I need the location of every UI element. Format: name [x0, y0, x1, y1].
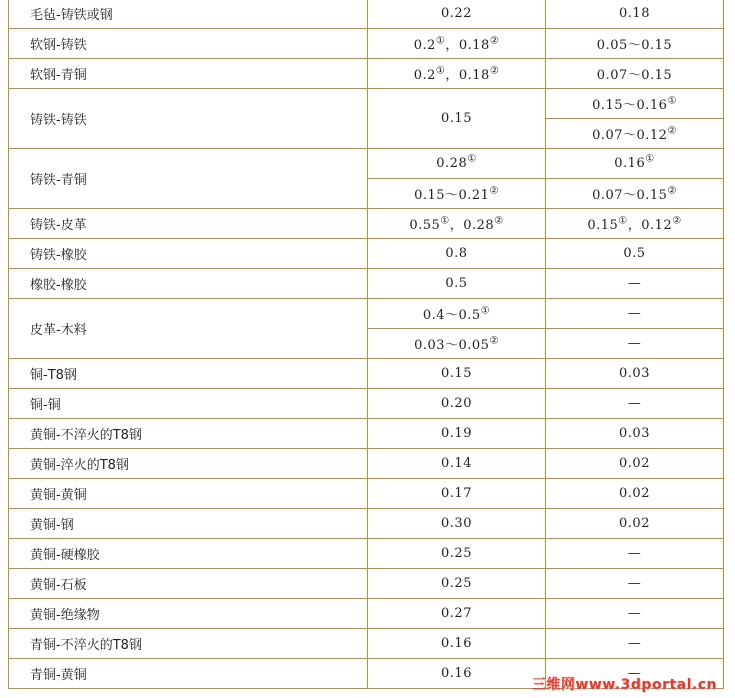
lubricated-friction-cell [546, 299, 724, 329]
footnote-marker: ② [489, 35, 500, 47]
value-text: 0.07～0.15 [596, 68, 673, 83]
dry-friction-cell [368, 29, 546, 59]
table-row [9, 509, 724, 539]
value-text: 0.15 [441, 366, 472, 381]
value-text: 0.25 [441, 576, 472, 591]
lubricated-friction-cell [546, 569, 724, 599]
lubricated-friction-cell [546, 479, 724, 509]
lubricated-friction-cell [546, 449, 724, 479]
dry-friction-cell [368, 269, 546, 299]
value-text: — [627, 276, 642, 291]
material-pair-cell: 黄铜-绝缘物 [9, 599, 368, 629]
value-text: 0.18 [619, 6, 650, 21]
table-row [9, 479, 724, 509]
lubricated-friction-cell [546, 509, 724, 539]
footnote-marker: ② [672, 215, 682, 227]
value-text: 0.07～0.15 [592, 188, 668, 203]
material-pair-cell: 皮革-木料 [9, 299, 368, 359]
value-text: ，0.18 [445, 68, 490, 83]
value-text: 0.17 [441, 486, 472, 501]
value-text: 0.15 [587, 218, 619, 233]
value-text: 0.03 [619, 426, 650, 441]
table-body [9, 0, 724, 689]
table-row [9, 449, 724, 479]
friction-coefficient-table [8, 0, 724, 689]
value-text: 0.5 [445, 276, 468, 291]
lubricated-friction-cell [546, 539, 724, 569]
value-text: — [627, 636, 642, 651]
dry-friction-cell [368, 569, 546, 599]
lubricated-friction-cell [546, 599, 724, 629]
table-row [9, 149, 724, 179]
value-text: — [627, 576, 642, 591]
value-text: 0.55 [409, 218, 441, 233]
value-text: 0.15～0.16 [592, 98, 668, 113]
value-text: — [627, 546, 642, 561]
dry-friction-cell [368, 0, 546, 29]
value-text: 0.20 [441, 396, 472, 411]
material-pair-cell: 铜-铜 [9, 389, 368, 419]
dry-friction-cell [368, 659, 546, 689]
lubricated-friction-cell [546, 119, 724, 149]
footnote-marker: ① [480, 305, 491, 317]
value-text: — [627, 396, 642, 411]
footnote-marker: ② [489, 185, 499, 197]
material-pair-cell: 软钢-铸铁 [9, 29, 368, 59]
site-watermark: 三维网www.3dportal.cn [531, 677, 717, 693]
table-row [9, 539, 724, 569]
material-pair-cell: 青铜-不淬火的T8钢 [9, 629, 368, 659]
value-text: 0.02 [619, 486, 650, 501]
footnote-marker: ② [667, 125, 677, 137]
material-pair-cell: 铸铁-青铜 [9, 149, 368, 209]
material-pair-cell: 毛毡-铸铁或钢 [9, 0, 368, 29]
dry-friction-cell [368, 599, 546, 629]
lubricated-friction-cell [546, 209, 724, 239]
lubricated-friction-cell [546, 359, 724, 389]
dry-friction-cell [368, 239, 546, 269]
value-text: ，0.12 [627, 218, 673, 233]
table-row [9, 209, 724, 239]
lubricated-friction-cell [546, 629, 724, 659]
lubricated-friction-cell [546, 269, 724, 299]
footnote-marker: ② [494, 215, 504, 227]
table-row [9, 299, 724, 329]
lubricated-friction-cell [546, 149, 724, 179]
dry-friction-cell [368, 359, 546, 389]
table-row [9, 29, 724, 59]
value-text: — [627, 666, 642, 681]
material-pair-cell: 铜-T8钢 [9, 359, 368, 389]
table-row [9, 239, 724, 269]
value-text: 0.22 [441, 6, 472, 21]
value-text: 0.4～0.5 [422, 308, 481, 323]
footnote-marker: ① [440, 215, 450, 227]
value-text: 0.15 [441, 111, 472, 126]
material-pair-cell: 铸铁-橡胶 [9, 239, 368, 269]
value-text: 0.05～0.15 [596, 38, 673, 53]
footnote-marker: ① [618, 215, 628, 227]
value-text: ，0.18 [445, 38, 490, 53]
material-pair-cell: 黄铜-钢 [9, 509, 368, 539]
footnote-marker: ① [467, 153, 477, 165]
dry-friction-cell [368, 149, 546, 179]
lubricated-friction-cell [546, 239, 724, 269]
footnote-marker: ① [667, 95, 677, 107]
value-text: 0.25 [441, 546, 472, 561]
lubricated-friction-cell [546, 329, 724, 359]
value-text: 0.16 [441, 636, 472, 651]
material-pair-cell: 黄铜-黄铜 [9, 479, 368, 509]
material-pair-cell: 黄铜-石板 [9, 569, 368, 599]
table-row [9, 389, 724, 419]
lubricated-friction-cell [546, 59, 724, 89]
dry-friction-cell [368, 449, 546, 479]
value-text: 0.03～0.05 [414, 338, 490, 353]
material-pair-cell: 青铜-黄铜 [9, 659, 368, 689]
value-text: 0.14 [441, 456, 472, 471]
dry-friction-cell [368, 629, 546, 659]
lubricated-friction-cell [546, 179, 724, 209]
footnote-marker: ① [435, 65, 446, 77]
table-row [9, 59, 724, 89]
table-row [9, 89, 724, 119]
material-pair-cell: 铸铁-铸铁 [9, 89, 368, 149]
dry-friction-cell [368, 539, 546, 569]
dry-friction-cell [368, 509, 546, 539]
lubricated-friction-cell [546, 389, 724, 419]
dry-friction-cell [368, 329, 546, 359]
dry-friction-cell [368, 419, 546, 449]
lubricated-friction-cell [546, 29, 724, 59]
value-text: 0.19 [441, 426, 472, 441]
value-text: 0.5 [623, 246, 646, 261]
footnote-marker: ① [645, 153, 655, 165]
value-text: 0.03 [619, 366, 650, 381]
table-row [9, 569, 724, 599]
value-text: — [627, 336, 642, 351]
value-text: 0.28 [436, 156, 468, 171]
footnote-marker: ② [667, 185, 677, 197]
value-text: 0.07～0.12 [592, 128, 668, 143]
table-row [9, 0, 724, 29]
value-text: 0.16 [614, 156, 646, 171]
dry-friction-cell [368, 209, 546, 239]
value-text: 0.16 [441, 666, 472, 681]
value-text: — [627, 606, 642, 621]
material-pair-cell: 橡胶-橡胶 [9, 269, 368, 299]
footnote-marker: ② [489, 65, 500, 77]
value-text: 0.2 [413, 38, 436, 53]
lubricated-friction-cell [546, 419, 724, 449]
material-pair-cell: 黄铜-硬橡胶 [9, 539, 368, 569]
table-row [9, 269, 724, 299]
dry-friction-cell [368, 59, 546, 89]
material-pair-cell: 软钢-青铜 [9, 59, 368, 89]
lubricated-friction-cell [546, 0, 724, 29]
dry-friction-cell [368, 179, 546, 209]
footnote-marker: ① [435, 35, 446, 47]
value-text: — [627, 306, 642, 321]
value-text: 0.2 [413, 68, 436, 83]
dry-friction-cell [368, 89, 546, 149]
dry-friction-cell [368, 389, 546, 419]
value-text: 0.02 [619, 456, 650, 471]
value-text: 0.8 [445, 246, 468, 261]
material-pair-cell: 铸铁-皮革 [9, 209, 368, 239]
value-text: 0.30 [441, 516, 472, 531]
dry-friction-cell [368, 479, 546, 509]
table-row [9, 599, 724, 629]
table-row [9, 359, 724, 389]
value-text: ，0.28 [449, 218, 495, 233]
value-text: 0.02 [619, 516, 650, 531]
dry-friction-cell [368, 299, 546, 329]
footnote-marker: ② [489, 335, 499, 347]
value-text: 0.15～0.21 [414, 188, 490, 203]
material-pair-cell: 黄铜-淬火的T8钢 [9, 449, 368, 479]
lubricated-friction-cell [546, 89, 724, 119]
material-pair-cell: 黄铜-不淬火的T8钢 [9, 419, 368, 449]
table-row [9, 629, 724, 659]
table-row [9, 419, 724, 449]
value-text: 0.27 [441, 606, 472, 621]
